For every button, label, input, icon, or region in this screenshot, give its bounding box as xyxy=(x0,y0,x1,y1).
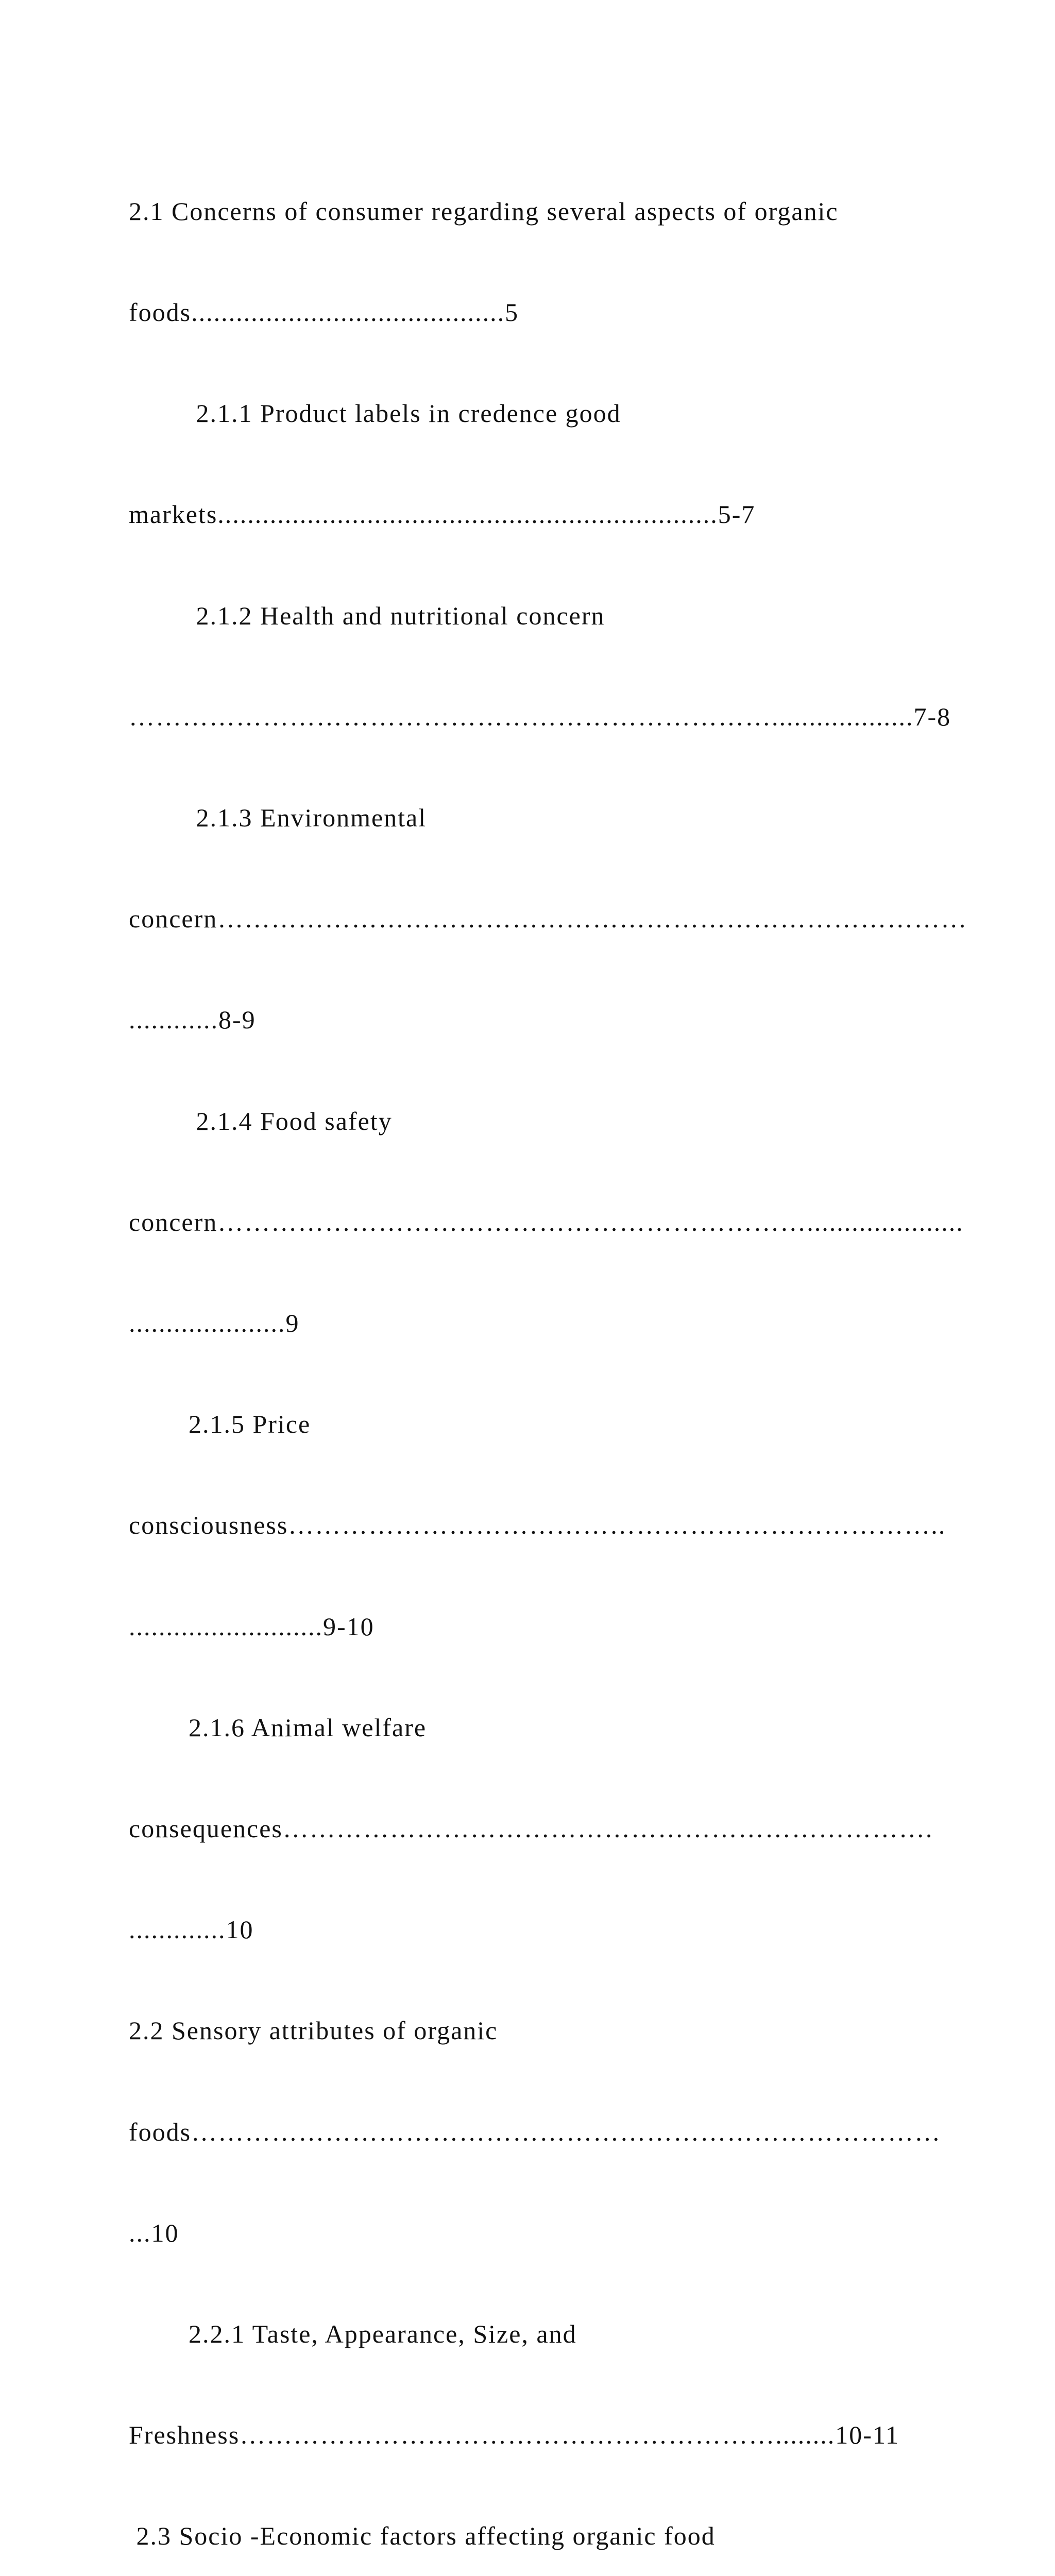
toc-line: ..........................9-10 xyxy=(129,1612,375,1641)
toc-line: 2.1.6 Animal welfare xyxy=(129,1713,427,1742)
toc-line: 2.1.2 Health and nutritional concern xyxy=(129,601,605,630)
toc-line: ………………………………………………………………...................7-8 xyxy=(129,702,951,731)
toc-line: .....................9 xyxy=(129,1309,300,1338)
toc-line: 2.1.3 Environmental xyxy=(129,803,427,833)
toc-line: ...10 xyxy=(129,2218,179,2247)
toc-line: .............10 xyxy=(129,1915,254,1944)
toc-line: 2.1.4 Food safety xyxy=(129,1106,393,1136)
toc-line: 2.2 Sensory attributes of organic xyxy=(129,2016,498,2045)
toc-line: 2.1 Concerns of consumer regarding several aspects of organic xyxy=(129,196,839,226)
toc-line: 2.3 Socio -Economic factors affecting organic food xyxy=(129,2521,716,2551)
toc-line: concern………………………………………………………………………… xyxy=(129,904,968,934)
toc-line: 2.1.5 Price xyxy=(129,1410,311,1439)
toc-line: 2.1.1 Product labels in credence good xyxy=(129,399,621,428)
toc-line: markets...................................................................5-7 xyxy=(129,500,756,529)
table-of-contents xyxy=(129,127,968,2576)
toc-line: foods..........................................5 xyxy=(129,298,519,327)
toc-line: 2.2.1 Taste, Appearance, Size, and xyxy=(129,2319,577,2349)
toc-line: ............8-9 xyxy=(129,1005,256,1035)
toc-line: consequences………………………………………………………………. xyxy=(129,1814,933,1843)
toc-line: foods………………………………………………………………………… xyxy=(129,2117,942,2146)
toc-line: Freshness……………………………………………………........10-11 xyxy=(129,2420,900,2450)
toc-line: concern…………………………………………………………..................... xyxy=(129,1207,964,1236)
toc-line: consciousness……………………………………………………………….. xyxy=(129,1511,946,1540)
